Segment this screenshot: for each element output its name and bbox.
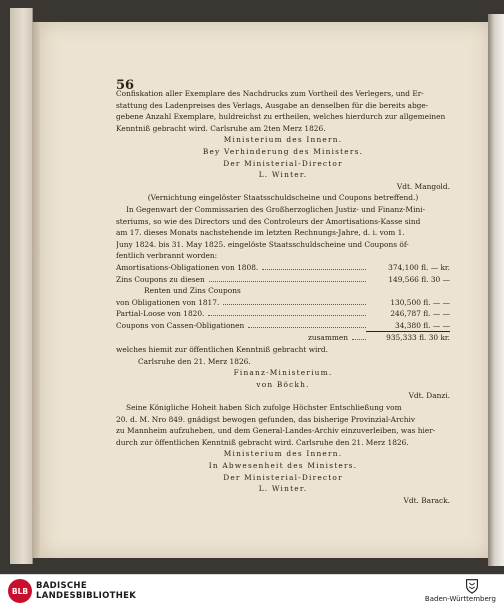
- blb-logo[interactable]: BLB: [8, 579, 32, 603]
- countersignature: Vdt. Mangold.: [396, 181, 450, 191]
- leader-dots: [223, 304, 366, 305]
- ministry-heading: Finanz-Ministerium.: [233, 368, 333, 378]
- leader-dots: [262, 269, 366, 270]
- body-line: In Gegenwart der Commissarien des Großherzoglichen Justiz- und Finanz-Mini-: [126, 204, 426, 214]
- leader-dots: [352, 339, 366, 340]
- signature-name: L. Winter.: [258, 170, 308, 180]
- ledger-label: Amortisations-Obligationen von 1808.: [116, 262, 259, 272]
- ledger-label: von Obligationen von 1817.: [116, 297, 220, 307]
- footer-bar: [0, 574, 504, 607]
- ministry-heading: Ministerium des Innern.: [223, 449, 343, 459]
- sum-amount: 935,333 fl. 30 kr.: [386, 333, 450, 343]
- ledger-label: Zins Coupons zu diesen: [116, 274, 205, 284]
- ledger-row: [116, 262, 450, 274]
- final-line: durch zur öffentlichen Kenntniß gebracht wird. Carlsruhe den 21. Merz 1826.: [116, 437, 409, 447]
- absence-note: In Abwesenheit des Ministers.: [208, 461, 358, 470]
- book-cover-edge: [10, 8, 33, 564]
- page-number: 56: [116, 78, 135, 93]
- intro-line: stattung des Ladenpreises des Verlags, Ausgabe an denselben für die bereits abge-: [116, 100, 429, 110]
- ledger-row: [116, 297, 450, 309]
- ledger-row: [116, 274, 450, 286]
- leader-dots: [208, 315, 366, 316]
- ledger-amount: 130,500 fl. — —: [390, 297, 450, 307]
- ledger-row: [116, 320, 450, 332]
- director-title: Der Ministerial-Director: [223, 158, 343, 168]
- ledger-amount: 374,100 fl. — kr.: [388, 262, 450, 272]
- ledger-amount: 246,787 fl. — —: [390, 309, 450, 319]
- library-name[interactable]: [36, 581, 136, 601]
- ledger-label: Coupons von Cassen-Obligationen: [116, 320, 245, 330]
- leader-dots: [209, 281, 366, 282]
- absence-note: Bey Verhinderung des Ministers.: [202, 146, 364, 156]
- body-line: fentlich verbrannt worden:: [116, 251, 218, 261]
- final-line: zu Mannheim aufzuheben, und dem General-Landes-Archiv einzuverleiben, was hier-: [116, 426, 436, 436]
- library-name-line-2: LANDESBIBLIOTHEK: [36, 591, 137, 601]
- signature-name: L. Winter.: [258, 484, 308, 494]
- body-line: am 17. dieses Monats nachstehende im letzten Rechnungs-Jahre, d. i. vom 1.: [116, 228, 405, 238]
- ledger-amount: 34,380 fl. — —: [395, 320, 450, 330]
- signature-name: von Böckh.: [256, 379, 310, 389]
- library-name-line-1: BADISCHE: [36, 581, 87, 591]
- final-line: 20. d. M. Nro 849. gnädigst bewogen gefunden, das bisherige Provinzial-Archiv: [116, 414, 415, 424]
- ledger-label: Partial-Loose von 1820.: [116, 309, 205, 319]
- countersignature: Vdt. Danzi.: [408, 391, 450, 401]
- ledger-row: [116, 285, 450, 297]
- ledger-table: [116, 262, 450, 344]
- intro-line: Kenntniß gebracht wird. Carlsruhe am 2ten Merz 1826.: [116, 123, 326, 133]
- leader-dots: [248, 327, 366, 328]
- section-title: (Vernichtung eingelöster Staatsschuldscheine und Coupons betreffend.): [147, 193, 419, 203]
- countersignature: Vdt. Barack.: [403, 495, 450, 505]
- intro-line: Confiskation aller Exemplare des Nachdrucks zum Vortheil des Verlegers, und Er-: [116, 89, 424, 98]
- final-line: Seine Königliche Hoheit haben Sich zufolge Höchster Entschließung vom: [126, 403, 402, 413]
- date-line: Carlsruhe den 21. Merz 1826.: [138, 356, 251, 366]
- state-label[interactable]: Baden-Württemberg: [424, 595, 496, 603]
- director-title: Der Ministerial-Director: [223, 472, 343, 482]
- ledger-row: [116, 308, 450, 320]
- page-edges: [488, 14, 504, 566]
- crest-icon: [463, 577, 481, 595]
- page-text: [116, 76, 450, 506]
- ministry-heading: Ministerium des Innern.: [223, 135, 343, 145]
- ledger-sum-row: [116, 332, 450, 344]
- closing-line: welches hiemit zur öffentlichen Kenntniß gebracht wird.: [116, 345, 329, 355]
- sum-label: zusammen: [307, 333, 348, 343]
- body-line: steriums, so wie des Directors und des Controleurs der Amortisations-Kasse sind: [116, 216, 421, 226]
- ledger-amount: 149,566 fl. 30 —: [388, 274, 450, 284]
- intro-line: gebene Anzahl Exemplare, huldreichst zu ertheilen, welches hierdurch zur allgemeinen: [116, 112, 446, 122]
- ledger-label: Renten und Zins Coupons: [144, 286, 241, 296]
- body-line: Juny 1824. bis 31. May 1825. eingelöste Staatsschuldscheine und Coupons öf-: [116, 239, 409, 249]
